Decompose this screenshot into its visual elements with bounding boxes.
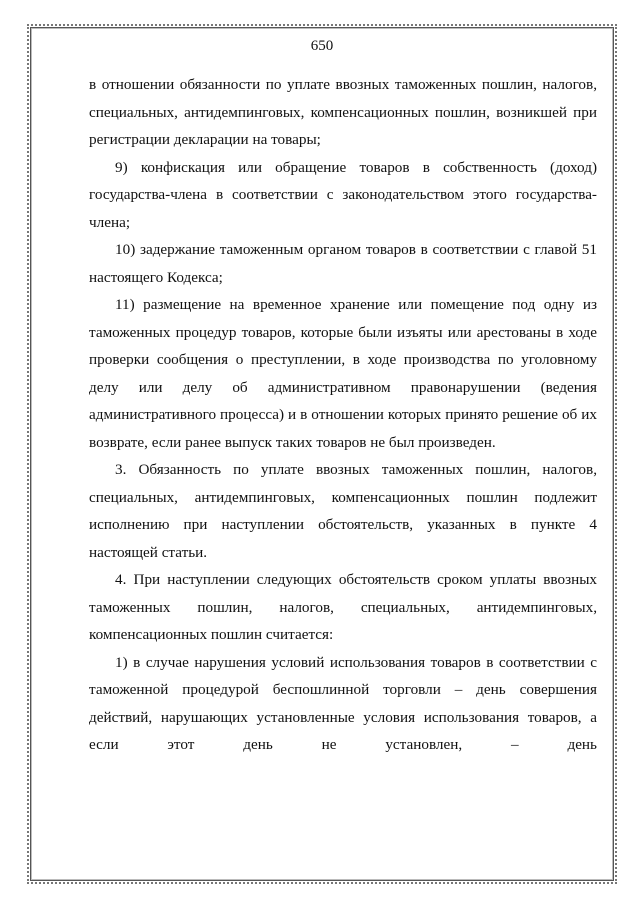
paragraph-item-11: 11) размещение на временное хранение или помещение под одну из таможенных процедур товаров, которые были изъяты или арестованы в ходе проверки сообщения о преступлении, в ходе производства по уголовному делу или делу об административном правонарушении (ведения административного процесса) и в отношении которых принято решение об их возврате, если ранее выпуск таких товаров не был произведен. xyxy=(89,296,597,451)
document-page xyxy=(30,27,614,881)
page-number: 650 xyxy=(310,38,334,54)
paragraph-clause-3: 3. Обязанность по уплате ввозных таможенных пошлин, налогов, специальных, антидемпинговых, компенсационных пошлин подлежит исполнению при наступлении обстоятельств, указанных в пункте 4 настоящей статьи. xyxy=(89,461,597,561)
paragraph-clause-4: 4. При наступлении следующих обстоятельств сроком уплаты ввозных таможенных пошлин, налогов, специальных, антидемпинговых, компенсационных пошлин считается: xyxy=(89,571,597,643)
paragraph-obligation-continuation: в отношении обязанности по уплате ввозных таможенных пошлин, налогов, специальных, антидемпинговых, компенсационных пошлин, возникшей при регистрации декларации на товары; xyxy=(89,76,597,148)
paragraph-item-9: 9) конфискация или обращение товаров в собственность (доход) государства-члена в соответствии с законодательством этого государства-члена; xyxy=(89,158,597,231)
paragraph-subitem-1: 1) в случае нарушения условий использования товаров в соответствии с таможенной процедурой беспошлинной торговли – день совершения действий, нарушающих установленные условия использования товаров, а если этот день не установлен, – день xyxy=(89,653,597,753)
document-body xyxy=(89,71,597,759)
paragraph-item-10: 10) задержание таможенным органом товаров в соответствии с главой 51 настоящего Кодекса; xyxy=(89,241,597,286)
